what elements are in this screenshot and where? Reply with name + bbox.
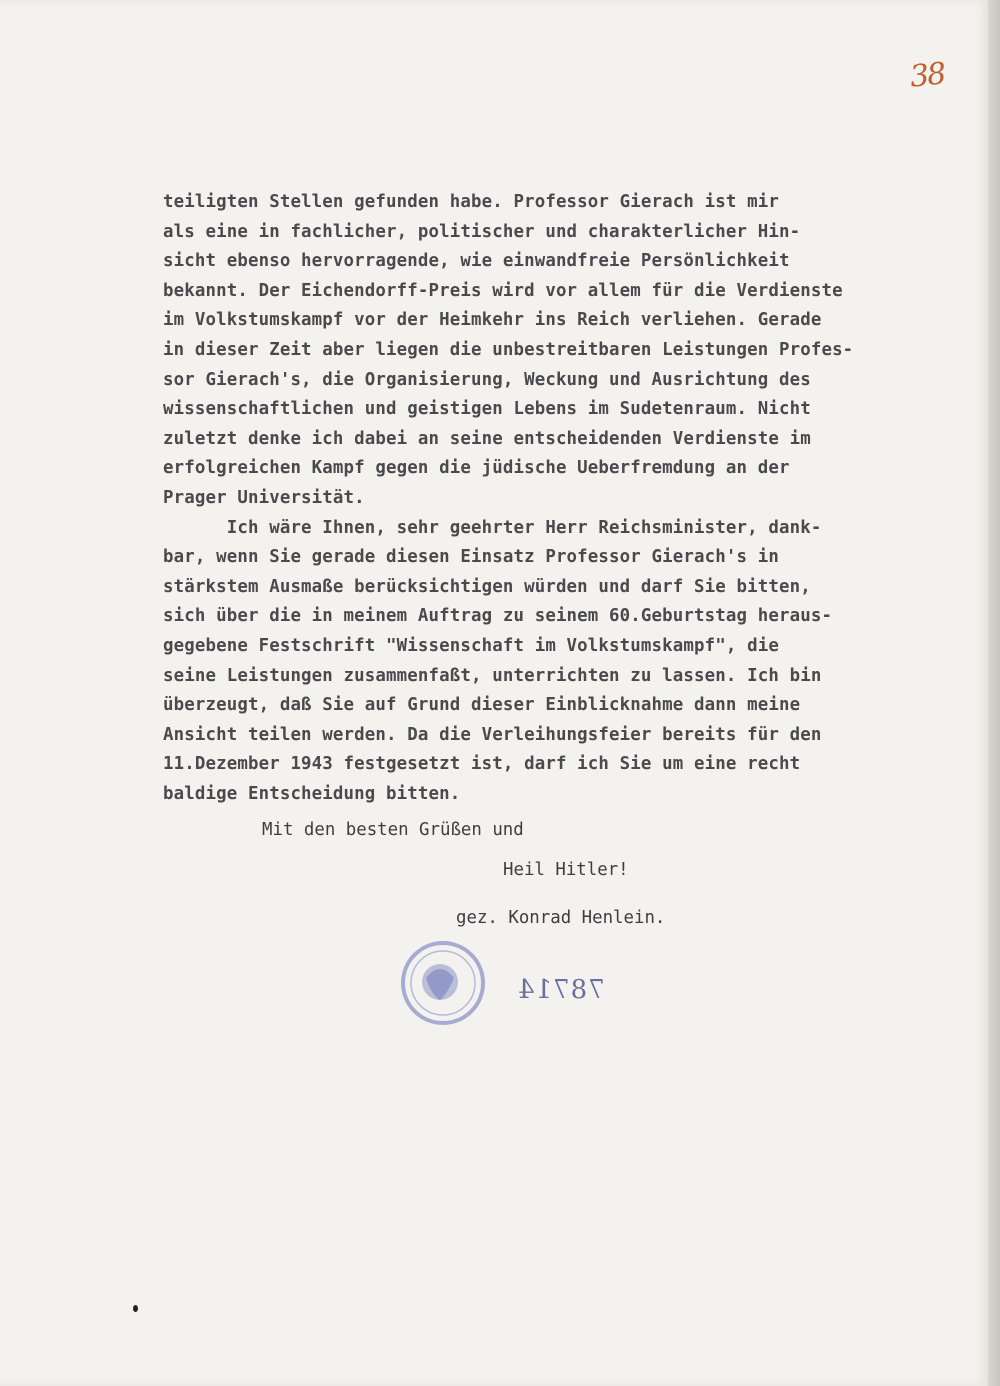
body-line: stärkstem Ausmaße berücksichtigen würden und darf Sie bitten, — [163, 576, 811, 597]
signature-line: gez. Konrad Henlein. — [456, 908, 666, 928]
body-line: seine Leistungen zusammenfaßt, unterrichten zu lassen. Ich bin — [163, 665, 822, 686]
body-line: Ich wäre Ihnen, sehr geehrter Herr Reichsminister, dank- — [163, 517, 822, 538]
body-line: Prager Universität. — [163, 487, 365, 508]
body-line: 11.Dezember 1943 festgesetzt ist, darf ich Sie um eine recht — [163, 754, 801, 775]
closing-greeting: Mit den besten Grüßen und — [262, 820, 524, 840]
body-line: sicht ebenso hervorragende, wie einwandfreie Persönlichkeit — [163, 251, 790, 272]
body-line: bar, wenn Sie gerade diesen Einsatz Professor Gierach's in — [163, 547, 779, 568]
page-edge — [988, 0, 1000, 1386]
body-line: baldige Entscheidung bitten. — [163, 783, 461, 804]
body-line: Ansicht teilen werden. Da die Verleihungsfeier bereits für den — [163, 724, 822, 745]
body-line: überzeugt, daß Sie auf Grund dieser Einblicknahme dann meine — [163, 695, 801, 716]
paper-speck — [133, 1305, 138, 1312]
body-line: bekannt. Der Eichendorff-Preis wird vor allem für die Verdienste — [163, 280, 843, 301]
archive-stamp-icon — [398, 938, 488, 1028]
letter-body — [163, 188, 943, 809]
body-line: sor Gierach's, die Organisierung, Weckung und Ausrichtung des — [163, 369, 811, 390]
body-line: gegebene Festschrift "Wissenschaft im Volkstumskampf", die — [163, 635, 779, 656]
body-line: als eine in fachlicher, politischer und charakterlicher Hin- — [163, 221, 801, 242]
body-line: wissenschaftlichen und geistigen Lebens im Sudetenraum. Nicht — [163, 399, 811, 420]
body-line: im Volkstumskampf vor der Heimkehr ins Reich verliehen. Gerade — [163, 310, 822, 331]
closing-salute: Heil Hitler! — [503, 860, 629, 880]
folio-number: 38 — [908, 56, 946, 95]
body-line: in dieser Zeit aber liegen die unbestreitbaren Leistungen Profes- — [163, 339, 854, 360]
body-line: sich über die in meinem Auftrag zu seinem 60.Geburtstag heraus- — [163, 606, 833, 627]
archive-number: 78714 — [517, 975, 605, 1005]
body-line: teiligten Stellen gefunden habe. Professor Gierach ist mir — [163, 192, 779, 212]
body-line: zuletzt denke ich dabei an seine entscheidenden Verdienste im — [163, 428, 811, 449]
body-line: erfolgreichen Kampf gegen die jüdische Ueberfremdung an der — [163, 458, 790, 479]
